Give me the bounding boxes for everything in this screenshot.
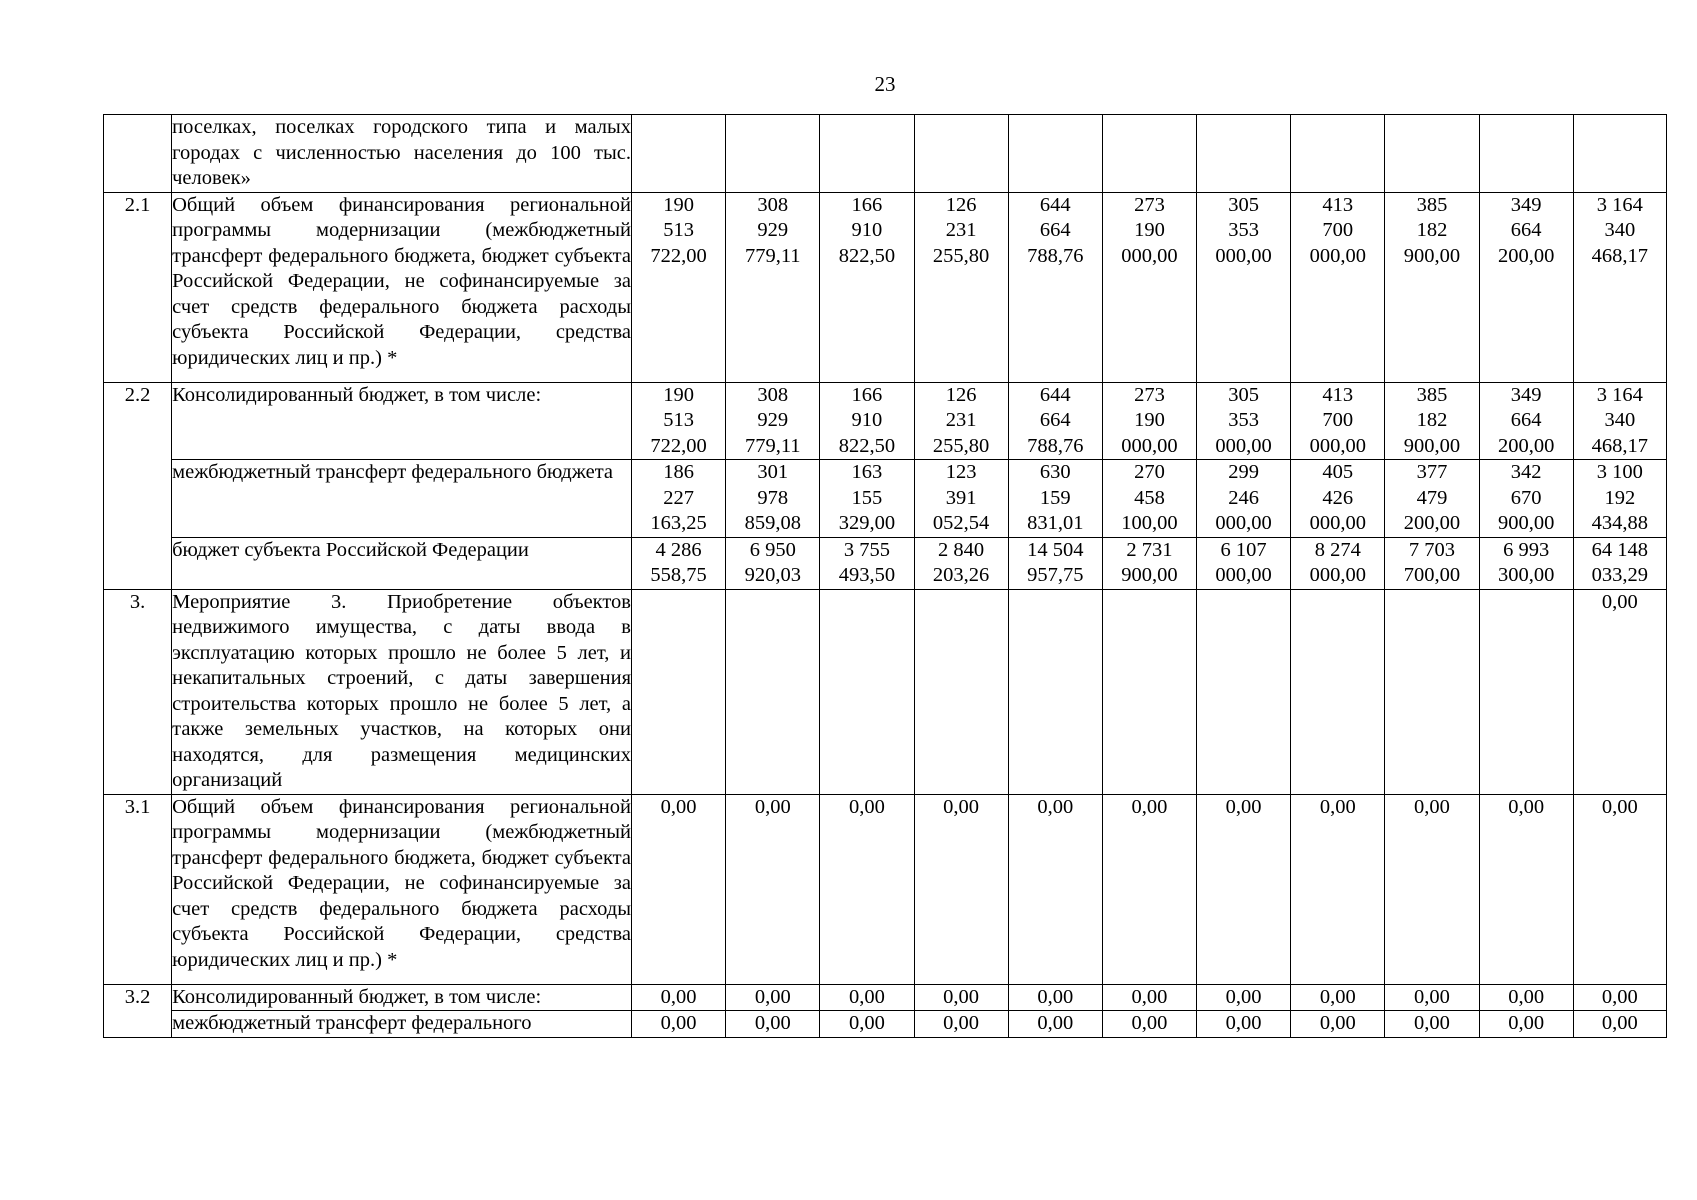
value-cell (1479, 794, 1573, 984)
value-line: 0,00 (1414, 1012, 1450, 1034)
value-cell (1197, 192, 1291, 382)
value-cell (1479, 984, 1573, 1011)
value-cell (1479, 192, 1573, 382)
value-cell (1291, 794, 1385, 984)
value-line: 0,00 (1414, 795, 1450, 818)
value-cell (726, 382, 820, 460)
value-line: 163 (851, 461, 883, 483)
value-line: 957,75 (1027, 564, 1084, 586)
value-cell (1197, 460, 1291, 538)
value-line: 190 (663, 383, 694, 406)
value-cell (1385, 794, 1479, 984)
value-line: 203,26 (932, 564, 990, 586)
value-line: 273 (1134, 383, 1165, 406)
value-cell (1197, 984, 1291, 1011)
value-line: 305 (1228, 193, 1259, 216)
value-cell (1479, 115, 1573, 193)
value-line: 6 107 (1220, 538, 1267, 561)
value-line: 978 (757, 486, 789, 509)
value-line: 0,00 (943, 1012, 980, 1034)
value-cell (1573, 460, 1666, 538)
value-line: 255,80 (932, 244, 990, 267)
value-cell (726, 794, 820, 984)
value-line: 779,11 (744, 434, 801, 457)
value-line: 413 (1322, 193, 1354, 216)
value-line: 64 148 (1591, 538, 1649, 561)
value-cell (914, 794, 1008, 984)
row-number-cell: 2.2 (104, 382, 172, 589)
value-line: 929 (757, 409, 789, 431)
value-line: 900,00 (1403, 434, 1461, 457)
value-line: 0,00 (1131, 1012, 1168, 1034)
value-line: 192 (1604, 486, 1636, 509)
value-cell (820, 460, 914, 538)
value-line: 664 (1510, 219, 1542, 241)
value-cell (820, 537, 914, 589)
value-line: 664 (1039, 409, 1071, 431)
value-line: 458 (1134, 486, 1165, 509)
value-line: 000,00 (1121, 434, 1178, 457)
value-line: 700,00 (1403, 564, 1461, 586)
value-line: 434,88 (1591, 512, 1649, 534)
value-cell (1573, 589, 1666, 794)
value-line: 8 274 (1314, 538, 1361, 561)
value-line: 246 (1228, 486, 1259, 509)
value-line: 299 (1228, 461, 1259, 483)
value-cell (1197, 115, 1291, 193)
value-line: 0,00 (754, 795, 791, 818)
value-line: 353 (1228, 219, 1259, 241)
value-cell (1102, 382, 1196, 460)
value-cell (632, 1011, 726, 1038)
value-line: 664 (1039, 219, 1071, 241)
row-description-cell: Мероприятие 3. Приобретение объектов недвижимого имущества, с даты ввода в эксплуатацию которых прошло не более 5 лет, и некапитальных строений, с даты завершения строительства которых прошло не более 5 лет, а также земельных участков, на которых они находятся, для размещения медицинских организаций (172, 589, 632, 794)
value-line: 000,00 (1309, 434, 1366, 457)
value-cell (1102, 192, 1196, 382)
value-line: 4 286 (655, 538, 702, 561)
value-line: 308 (757, 383, 789, 406)
value-cell (726, 1011, 820, 1038)
value-cell (1385, 984, 1479, 1011)
value-cell (1291, 589, 1385, 794)
value-line: 190 (663, 193, 694, 216)
value-cell (1008, 192, 1102, 382)
value-cell (1102, 460, 1196, 538)
row-description-cell: Консолидированный бюджет, в том числе: (172, 984, 632, 1011)
value-line: 822,50 (838, 244, 896, 267)
value-line: 0,00 (1601, 795, 1638, 818)
value-line: 920,03 (744, 564, 801, 586)
value-line: 0,00 (848, 1012, 885, 1034)
value-line: 0,00 (1601, 1012, 1638, 1034)
value-line: 0,00 (943, 985, 980, 1008)
value-cell (1573, 984, 1666, 1011)
value-line: 0,00 (1319, 795, 1356, 818)
value-line: 468,17 (1591, 434, 1649, 457)
value-line: 0,00 (848, 985, 885, 1008)
table-row (104, 794, 1667, 984)
value-line: 0,00 (1037, 795, 1074, 818)
value-cell (820, 794, 914, 984)
value-cell (1291, 382, 1385, 460)
value-line: 000,00 (1309, 564, 1366, 586)
table-row (104, 115, 1667, 193)
value-line: 644 (1039, 383, 1071, 406)
row-number-cell: 3. (104, 589, 172, 794)
table-row (104, 192, 1667, 382)
value-line: 0,00 (660, 795, 697, 818)
table-row (104, 537, 1667, 589)
value-cell (1008, 984, 1102, 1011)
value-cell (1197, 1011, 1291, 1038)
value-line: 033,29 (1591, 564, 1649, 586)
row-description-cell: Общий объем финансирования региональной программы модернизации (межбюджетный трансферт федерального бюджета, бюджет субъекта Российской Федерации, не софинансируемые за счет средств федерального бюджета расходы субъекта Российской Федерации, средства юридических лиц и пр.) * (172, 192, 632, 382)
value-line: 644 (1039, 193, 1071, 216)
value-line: 910 (851, 219, 883, 241)
value-line: 479 (1416, 486, 1448, 509)
value-cell (1008, 589, 1102, 794)
value-line: 0,00 (1037, 1012, 1074, 1034)
value-cell (1291, 984, 1385, 1011)
value-line: 329,00 (838, 512, 896, 534)
value-cell (1385, 589, 1479, 794)
table-row (104, 1011, 1667, 1038)
value-cell (726, 589, 820, 794)
value-line: 349 (1510, 193, 1542, 216)
value-line: 000,00 (1215, 434, 1272, 457)
value-line: 3 755 (843, 538, 890, 561)
value-line: 0,00 (660, 985, 697, 1008)
value-cell (914, 537, 1008, 589)
value-cell (632, 794, 726, 984)
row-description-cell: межбюджетный трансферт федерального бюджета (172, 460, 632, 538)
value-cell (914, 984, 1008, 1011)
value-line: 0,00 (1225, 985, 1262, 1008)
value-line: 353 (1228, 409, 1259, 431)
value-line: 0,00 (660, 1012, 697, 1034)
value-line: 3 164 (1596, 193, 1643, 216)
value-line: 0,00 (848, 795, 885, 818)
value-cell (632, 115, 726, 193)
value-line: 0,00 (1131, 985, 1168, 1008)
value-line: 200,00 (1403, 512, 1461, 534)
value-line: 166 (851, 193, 883, 216)
value-line: 7 703 (1408, 538, 1456, 561)
value-cell (1573, 382, 1666, 460)
value-cell (1573, 192, 1666, 382)
value-line: 900,00 (1121, 564, 1178, 586)
value-line: 0,00 (1414, 985, 1450, 1008)
value-line: 182 (1416, 409, 1448, 431)
value-line: 385 (1416, 383, 1448, 406)
value-line: 0,00 (1037, 985, 1074, 1008)
value-line: 100,00 (1121, 512, 1178, 534)
value-cell (726, 984, 820, 1011)
value-line: 831,01 (1027, 512, 1084, 534)
value-cell (914, 1011, 1008, 1038)
value-cell (1385, 460, 1479, 538)
value-line: 468,17 (1591, 244, 1649, 267)
value-cell (1573, 537, 1666, 589)
value-line: 186 (663, 461, 694, 483)
value-cell (914, 115, 1008, 193)
value-line: 270 (1134, 461, 1165, 483)
value-line: 14 504 (1027, 538, 1084, 561)
value-cell (914, 460, 1008, 538)
value-cell (1291, 192, 1385, 382)
table-row (104, 984, 1667, 1011)
value-cell (1385, 192, 1479, 382)
value-cell (820, 984, 914, 1011)
value-line: 6 993 (1503, 538, 1550, 561)
value-line: 159 (1039, 486, 1071, 509)
value-line: 405 (1322, 461, 1354, 483)
value-line: 722,00 (650, 434, 707, 457)
value-line: 2 840 (938, 538, 985, 561)
value-line: 000,00 (1121, 244, 1178, 267)
value-line: 0,00 (754, 985, 791, 1008)
value-cell (820, 192, 914, 382)
value-line: 227 (663, 486, 694, 509)
value-cell (1479, 537, 1573, 589)
financing-table (103, 114, 1667, 1038)
value-cell (1008, 115, 1102, 193)
value-cell (1102, 589, 1196, 794)
value-line: 779,11 (744, 244, 801, 267)
value-line: 340 (1604, 219, 1636, 241)
value-line: 0,00 (1508, 985, 1545, 1008)
value-cell (1385, 115, 1479, 193)
value-cell (1385, 382, 1479, 460)
value-cell (632, 460, 726, 538)
value-line: 2 731 (1126, 538, 1173, 561)
value-line: 166 (851, 383, 883, 406)
value-line: 255,80 (932, 434, 990, 457)
value-cell (1197, 794, 1291, 984)
value-line: 342 (1510, 461, 1542, 483)
value-line: 493,50 (838, 564, 896, 586)
value-cell (1479, 382, 1573, 460)
value-line: 305 (1228, 383, 1259, 406)
value-line: 000,00 (1309, 512, 1366, 534)
value-line: 0,00 (1508, 1012, 1545, 1034)
value-cell (1291, 460, 1385, 538)
value-line: 788,76 (1027, 434, 1084, 457)
value-line: 231 (945, 409, 977, 431)
row-description-cell: Консолидированный бюджет, в том числе: (172, 382, 632, 460)
value-line: 200,00 (1497, 434, 1555, 457)
value-line: 0,00 (1225, 1012, 1262, 1034)
value-line: 155 (851, 486, 883, 509)
value-cell (820, 1011, 914, 1038)
value-line: 190 (1134, 409, 1165, 431)
value-cell (1197, 589, 1291, 794)
value-line: 126 (945, 383, 977, 406)
value-cell (726, 192, 820, 382)
value-line: 859,08 (744, 512, 801, 534)
value-line: 670 (1510, 486, 1542, 509)
value-line: 377 (1416, 461, 1448, 483)
value-line: 426 (1322, 486, 1354, 509)
value-cell (632, 537, 726, 589)
value-line: 664 (1510, 409, 1542, 431)
value-cell (820, 382, 914, 460)
value-line: 3 100 (1596, 461, 1643, 483)
value-line: 6 950 (749, 538, 796, 561)
value-line: 900,00 (1403, 244, 1461, 267)
value-cell (1008, 382, 1102, 460)
value-cell (632, 382, 726, 460)
table-row (104, 460, 1667, 538)
value-line: 929 (757, 219, 789, 241)
value-cell (1197, 382, 1291, 460)
value-cell (1291, 115, 1385, 193)
value-cell (914, 192, 1008, 382)
value-cell (914, 589, 1008, 794)
value-line: 513 (663, 409, 694, 431)
value-line: 052,54 (932, 512, 990, 534)
value-cell (914, 382, 1008, 460)
value-line: 349 (1510, 383, 1542, 406)
row-description-cell: бюджет субъекта Российской Федерации (172, 537, 632, 589)
value-cell (1573, 115, 1666, 193)
value-line: 3 164 (1596, 383, 1643, 406)
value-cell (632, 984, 726, 1011)
value-cell (726, 537, 820, 589)
value-line: 340 (1604, 409, 1636, 431)
value-cell (1291, 1011, 1385, 1038)
value-line: 000,00 (1215, 244, 1272, 267)
value-line: 0,00 (1601, 590, 1638, 613)
value-line: 0,00 (1319, 1012, 1356, 1034)
value-line: 700 (1322, 219, 1354, 241)
value-line: 0,00 (754, 1012, 791, 1034)
value-line: 700 (1322, 409, 1354, 431)
value-line: 200,00 (1497, 244, 1555, 267)
value-line: 163,25 (650, 512, 707, 534)
page-number: 23 (874, 72, 896, 96)
value-cell (1479, 1011, 1573, 1038)
row-number-cell: 3.2 (104, 984, 172, 1037)
value-line: 000,00 (1309, 244, 1366, 267)
value-cell (1102, 537, 1196, 589)
value-cell (1197, 537, 1291, 589)
value-line: 000,00 (1215, 512, 1272, 534)
value-line: 385 (1416, 193, 1448, 216)
value-cell (1102, 984, 1196, 1011)
value-line: 308 (757, 193, 789, 216)
value-line: 413 (1322, 383, 1354, 406)
value-line: 301 (757, 461, 789, 483)
value-line: 0,00 (1319, 985, 1356, 1008)
value-line: 0,00 (943, 795, 980, 818)
value-line: 900,00 (1497, 512, 1555, 534)
table-row (104, 589, 1667, 794)
value-line: 722,00 (650, 244, 707, 267)
value-cell (820, 115, 914, 193)
value-cell (1573, 1011, 1666, 1038)
value-line: 788,76 (1027, 244, 1084, 267)
value-line: 231 (945, 219, 977, 241)
value-cell (1102, 1011, 1196, 1038)
value-line: 391 (945, 486, 977, 509)
row-description-cell: поселках, поселках городского типа и малых городах с численностью населения до 100 тыс. человек» (172, 115, 632, 193)
value-cell (632, 192, 726, 382)
value-line: 273 (1134, 193, 1165, 216)
value-line: 0,00 (1601, 985, 1638, 1008)
value-line: 000,00 (1215, 564, 1272, 586)
row-number-cell (104, 115, 172, 193)
value-cell (1573, 794, 1666, 984)
row-number-cell: 2.1 (104, 192, 172, 382)
row-description-cell: Общий объем финансирования региональной программы модернизации (межбюджетный трансферт федерального бюджета, бюджет субъекта Российской Федерации, не софинансируемые за счет средств федерального бюджета расходы субъекта Российской Федерации, средства юридических лиц и пр.) * (172, 794, 632, 984)
value-line: 123 (945, 461, 977, 483)
value-line: 300,00 (1497, 564, 1555, 586)
value-cell (1479, 460, 1573, 538)
value-line: 558,75 (650, 564, 707, 586)
value-line: 126 (945, 193, 977, 216)
value-line: 630 (1039, 461, 1071, 483)
value-line: 0,00 (1508, 795, 1545, 818)
value-line: 822,50 (838, 434, 896, 457)
value-cell (1102, 115, 1196, 193)
value-line: 0,00 (1131, 795, 1168, 818)
value-line: 513 (663, 219, 694, 241)
value-cell (1385, 537, 1479, 589)
value-cell (1291, 537, 1385, 589)
value-line: 0,00 (1225, 795, 1262, 818)
value-cell (1008, 1011, 1102, 1038)
value-cell (1008, 537, 1102, 589)
value-cell (820, 589, 914, 794)
value-line: 910 (851, 409, 883, 431)
value-cell (1385, 1011, 1479, 1038)
value-cell (632, 589, 726, 794)
value-cell (1008, 794, 1102, 984)
row-description-cell: межбюджетный трансферт федерального (172, 1011, 632, 1038)
value-cell (1479, 589, 1573, 794)
row-number-cell: 3.1 (104, 794, 172, 984)
value-cell (1008, 460, 1102, 538)
value-cell (726, 460, 820, 538)
table-row (104, 382, 1667, 460)
value-line: 182 (1416, 219, 1448, 241)
value-cell (1102, 794, 1196, 984)
value-cell (726, 115, 820, 193)
value-line: 190 (1134, 219, 1165, 241)
